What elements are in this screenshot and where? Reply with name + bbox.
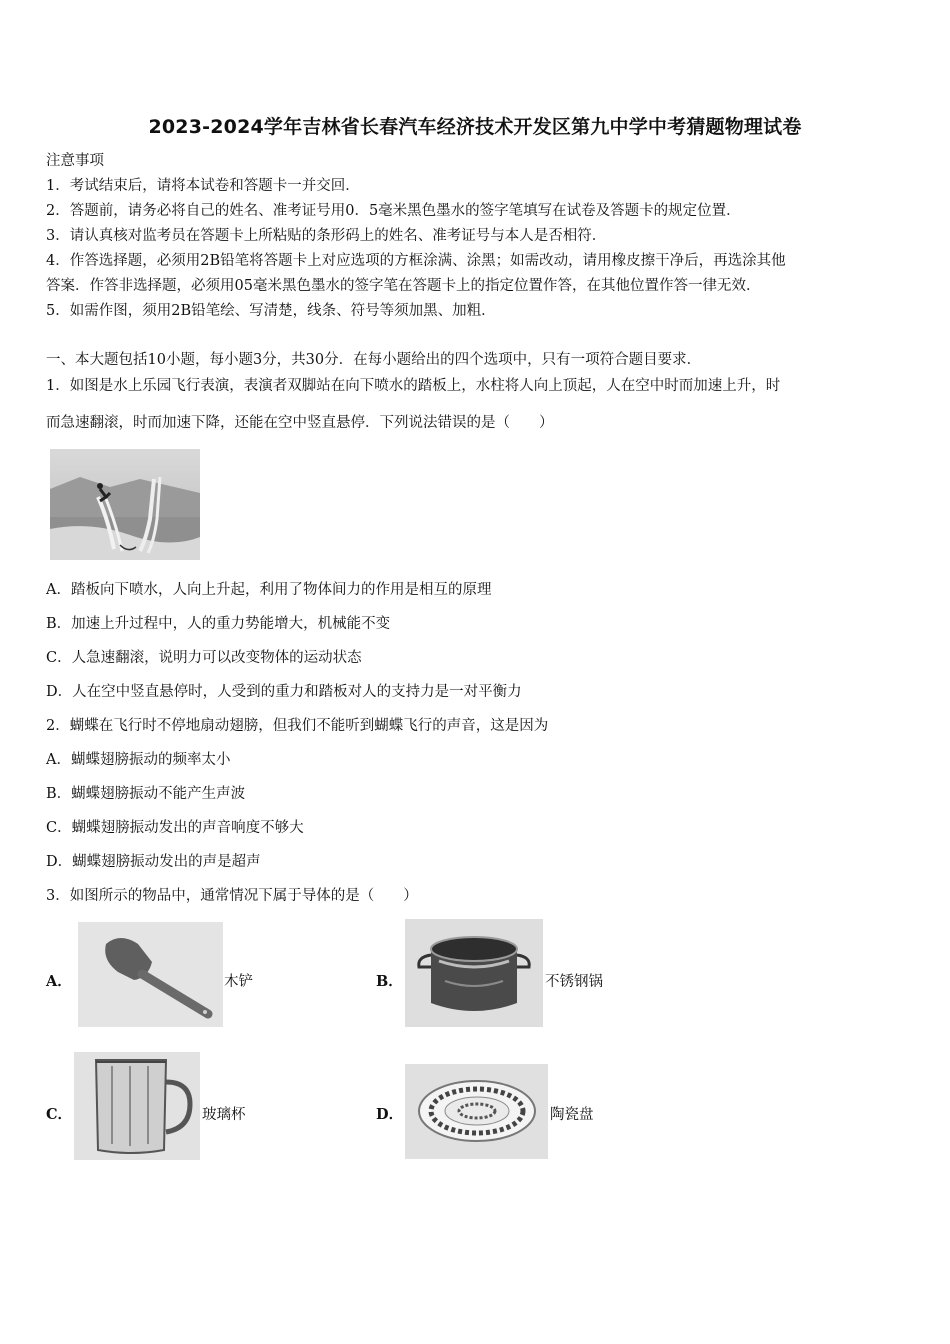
q1-option-d: D．人在空中竖直悬停时，人受到的重力和踏板对人的支持力是一对平衡力 [46,684,522,700]
glass-cup-image [74,1052,200,1160]
q3-option-b-name: 不锈钢锅 [545,974,603,990]
notice-line: 2．答题前，请务必将自己的姓名、准考证号用0．5毫米黑色墨水的签字笔填写在试卷及答题卡的规定位置． [46,203,741,219]
q2-option-b: B．蝴蝶翅膀振动不能产生声波 [46,786,246,802]
section-heading: 一、本大题包括10小题，每小题3分，共30分．在每小题给出的四个选项中，只有一项符合题目要求． [46,352,702,368]
q1-stem: 而急速翻滚，时而加速下降，还能在空中竖直悬停．下列说法错误的是（ ） [46,415,554,431]
q3-stem: 3．如图所示的物品中，通常情况下属于导体的是（ ） [46,888,418,904]
q2-option-d: D．蝴蝶翅膀振动发出的声是超声 [46,854,261,870]
steel-pot-image [405,919,543,1027]
notice-line: 3．请认真核对监考员在答题卡上所粘贴的条形码上的姓名、准考证号与本人是否相符． [46,228,607,244]
wooden-spatula-image [78,922,223,1027]
q1-option-c: C．人急速翻滚，说明力可以改变物体的运动状态 [46,650,362,666]
q3-option-d-name: 陶瓷盘 [550,1107,594,1123]
q1-stem: 1．如图是水上乐园飞行表演，表演者双脚站在向下喷水的踏板上，水柱将人向上顶起，人在空中时而加速上升，时 [46,378,781,394]
q3-option-b-label: B． [376,973,403,990]
q3-option-c-name: 玻璃杯 [202,1107,246,1123]
page-title: 2023-2024学年吉林省长春汽车经济技术开发区第九中学中考猜题物理试卷 [148,116,802,138]
q1-option-b: B．加速上升过程中，人的重力势能增大，机械能不变 [46,616,391,632]
notice-line: 答案．作答非选择题，必须用05毫米黑色墨水的签字笔在答题卡上的指定位置作答，在其他位置作答一律无效． [46,278,761,294]
flyboard-photo [50,449,200,560]
q2-option-c: C．蝴蝶翅膀振动发出的声音响度不够大 [46,820,304,836]
q3-option-d-label: D． [376,1106,404,1123]
q3-option-a-name: 木铲 [224,974,253,990]
q3-option-a-label: A． [46,973,72,990]
notice-line: 4．作答选择题，必须用2B铅笔将答题卡上对应选项的方框涂满、涂黑；如需改动，请用橡皮擦干净后，再选涂其他 [46,253,786,269]
q1-option-a: A．踏板向下喷水，人向上升起，利用了物体间力的作用是相互的原理 [46,582,492,598]
q2-stem: 2．蝴蝶在飞行时不停地扇动翅膀，但我们不能听到蝴蝶飞行的声音，这是因为 [46,718,549,734]
ceramic-plate-image [405,1064,548,1159]
notice-line: 5．如需作图，须用2B铅笔绘、写清楚，线条、符号等须加黑、加粗． [46,303,496,319]
notice-line: 1．考试结束后，请将本试卷和答题卡一并交回． [46,178,360,194]
notice-heading: 注意事项 [46,153,104,169]
q2-option-a: A．蝴蝶翅膀振动的频率太小 [46,752,231,768]
q3-option-c-label: C． [46,1106,73,1123]
